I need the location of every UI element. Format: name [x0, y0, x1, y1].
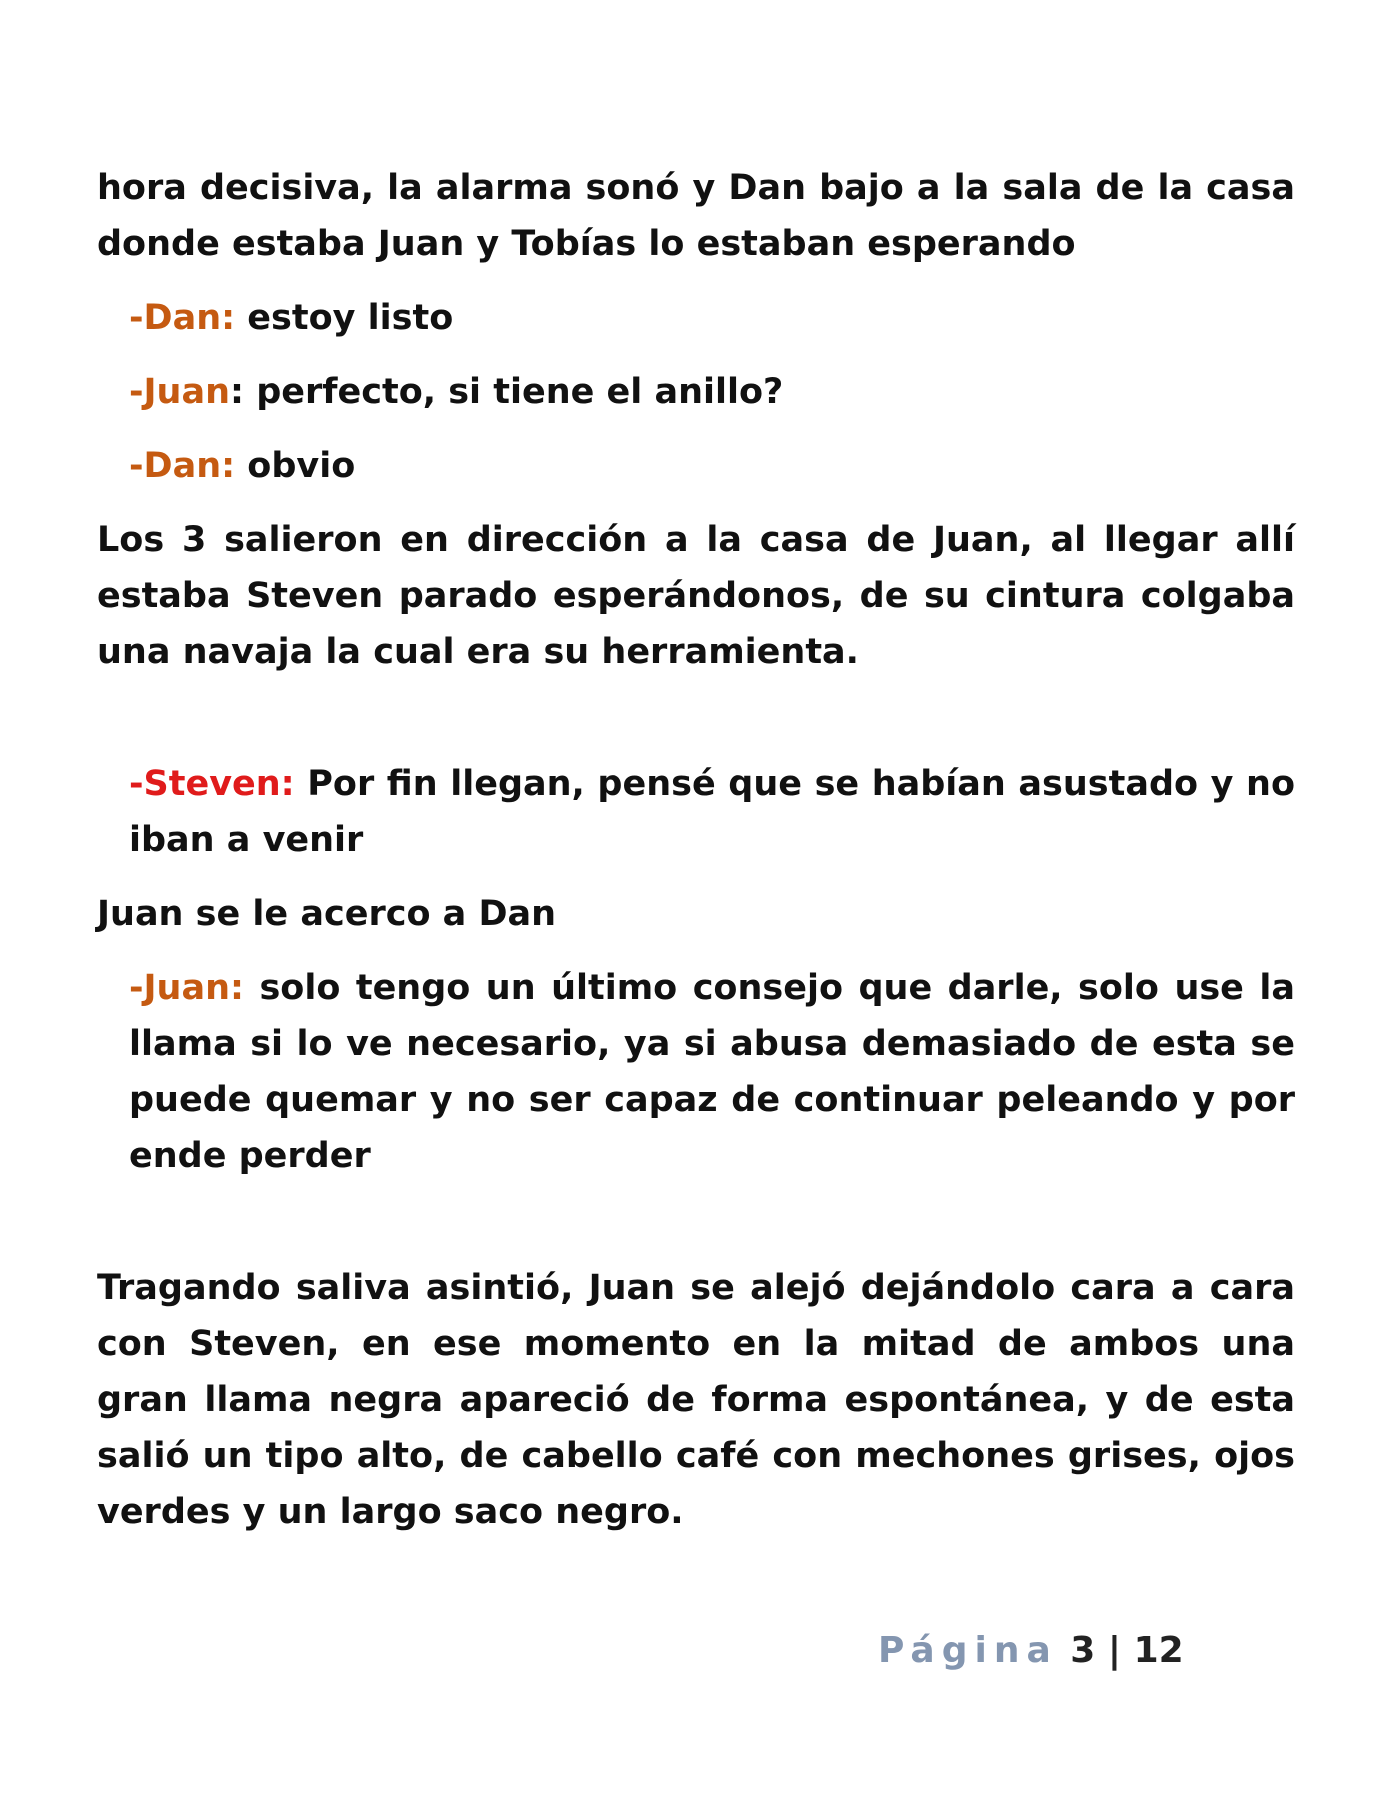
dialogue-dan-2 [97, 438, 1295, 494]
paragraph-2: Los 3 salieron en dirección a la casa de Juan, al llegar allí estaba Steven parado esperándonos, de su cintura colgaba una navaja la cual era su herramienta. [97, 520, 1295, 672]
dialogue-text: estoy listo [235, 298, 454, 338]
page-word: Página [878, 1630, 1058, 1671]
page-current: 3 [1070, 1630, 1096, 1671]
dialogue-text: solo tengo un último consejo que darle, solo use la llama si lo ve necesario, ya si abusa demasiado de esta se puede quemar y no ser capaz de continuar peleando y por ende perder [129, 968, 1295, 1176]
dialogue-dan-1 [97, 290, 1295, 346]
speaker-dan: -Dan: [129, 446, 236, 486]
page-number-footer [878, 1630, 1184, 1671]
page-separator: | [1107, 1630, 1122, 1671]
speaker-juan: -Juan: [129, 968, 244, 1008]
paragraph-1: hora decisiva, la alarma sonó y Dan bajo a la sala de la casa donde estaba Juan y Tobías lo estaban esperando [97, 168, 1295, 264]
dialogue-text: obvio [235, 446, 356, 486]
page-total: 12 [1133, 1630, 1184, 1671]
speaker-juan: -Juan [129, 372, 231, 412]
dialogue-text: : perfecto, si tiene el anillo? [230, 372, 784, 412]
paragraph-3: Juan se le acerco a Dan [97, 894, 557, 934]
speaker-dan: -Dan: [129, 298, 236, 338]
paragraph-4: Tragando saliva asintió, Juan se alejó dejándolo cara a cara con Steven, en ese momento en la mitad de ambos una gran llama negra apareció de forma espontánea, y de esta salió un tipo alto, de cabello café con mechones grises, ojos verdes y un largo saco negro. [97, 1268, 1295, 1532]
dialogue-text: Por fin llegan, pensé que se habían asustado y no iban a venir [129, 764, 1295, 860]
speaker-steven: -Steven: [129, 764, 295, 804]
dialogue-juan-1 [97, 364, 1295, 420]
document-body [97, 160, 1295, 1540]
dialogue-steven-1 [97, 756, 1295, 868]
dialogue-juan-2 [97, 960, 1295, 1184]
